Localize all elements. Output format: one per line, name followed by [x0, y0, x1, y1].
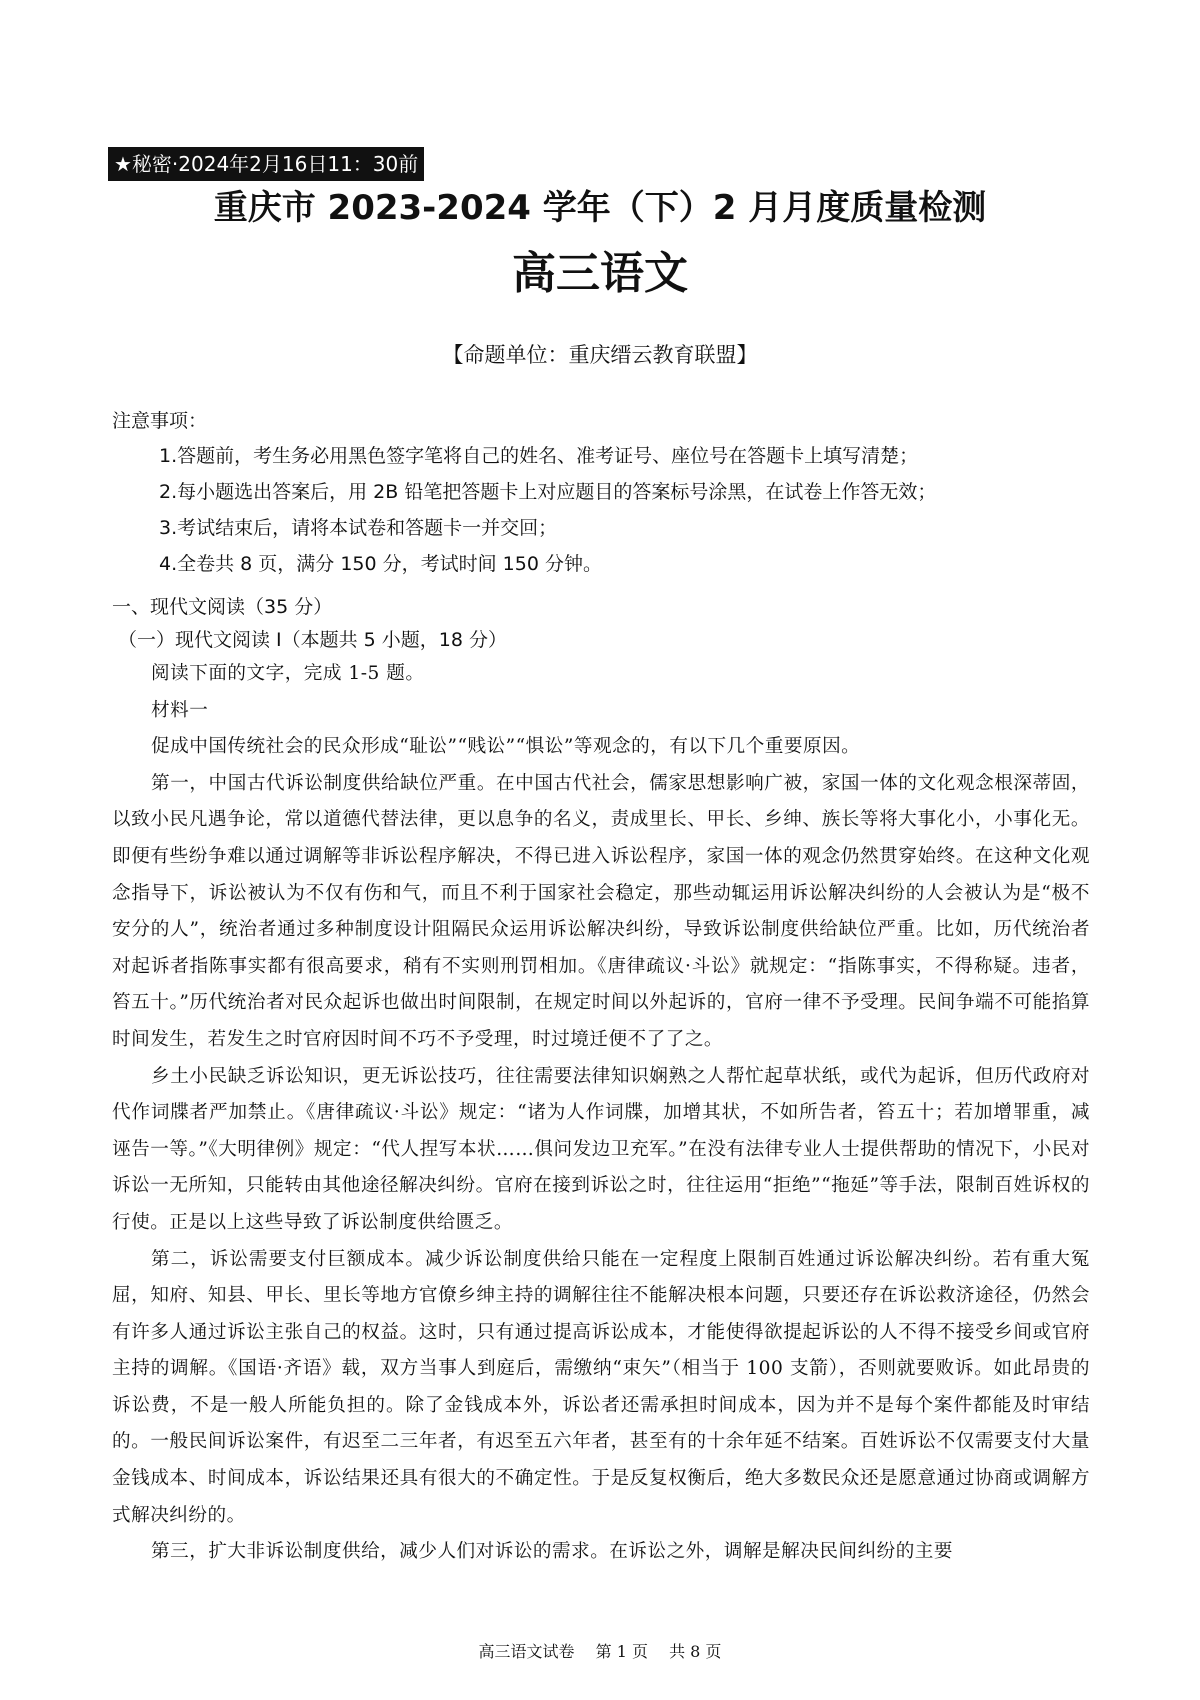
passage-paragraph: 第一，中国古代诉讼制度供给缺位严重。在中国古代社会，儒家思想影响广被，家国一体的文化观念根深蒂固，以致小民凡遇争论，常以道德代替法律，更以息争的名义，责成里长、甲长、乡绅、族长等将大事化小，小事化无。即便有些纷争难以通过调解等非诉讼程序解决，不得已进入诉讼程序，家国一体的观念仍然贯穿始终。在这种文化观念指导下，诉讼被认为不仅有伤和气，而且不利于国家社会稳定，那些动辄运用诉讼解决纠纷的人会被认为是“极不安分的人”，统治者通过多种制度设计阻隔民众运用诉讼解决纠纷，导致诉讼制度供给缺位严重。比如，历代统治者对起诉者指陈事实都有很高要求，稍有不实则刑罚相加。《唐律疏议·斗讼》就规定：“指陈事实，不得称疑。违者，笞五十。”历代统治者对民众起诉也做出时间限制，在规定时间以外起诉的，官府一律不予受理。民间争端不可能掐算时间发生，若发生之时官府因时间不巧不予受理，时过境迁便不了了之。 [112, 772, 1090, 1050]
subject-title: 高三语文 [512, 248, 688, 299]
reading-passage [112, 656, 1090, 1571]
notes-heading: 注意事项： [112, 410, 208, 432]
note-item: 3.考试结束后，请将本试卷和答题卡一并交回； [159, 517, 558, 539]
exam-title: 重庆市 2023-2024 学年（下）2 月月度质量检测 [213, 188, 987, 228]
section-heading: 一、现代文阅读（35 分） [112, 596, 333, 618]
subsection-heading: （一）现代文阅读 I（本题共 5 小题，18 分） [118, 629, 508, 651]
note-item: 1.答题前，考生务必用黑色签字笔将自己的姓名、准考证号、座位号在答题卡上填写清楚； [159, 445, 919, 467]
exam-notes [112, 404, 936, 582]
notes-list [112, 438, 936, 582]
material-heading: 材料一 [151, 699, 209, 721]
passage-paragraph: 第二，诉讼需要支付巨额成本。减少诉讼制度供给只能在一定程度上限制百姓通过诉讼解决纠纷。若有重大冤屈，知府、知县、甲长、里长等地方官僚乡绅主持的调解往往不能解决根本问题，只要还存在诉讼救济途径，仍然会有许多人通过诉讼主张自己的权益。这时，只有通过提高诉讼成本，才能使得欲提起诉讼的人不得不接受乡间或官府主持的调解。《国语·齐语》载，双方当事人到庭后，需缴纳“束矢”（相当于 100 支箭），否则就要败诉。如此昂贵的诉讼费，不是一般人所能负担的。除了金钱成本外，诉讼者还需承担时间成本，因为并不是每个案件都能及时审结的。一般民间诉讼案件，有迟至二三年者，有迟至五六年者，甚至有的十余年延不结案。百姓诉讼不仅需要支付大量金钱成本、时间成本，诉讼结果还具有很大的不确定性。于是反复权衡后，绝大多数民众还是愿意通过协商或调解方式解决纠纷的。 [112, 1248, 1090, 1526]
page-footer: 高三语文试卷 第 1 页 共 8 页 [478, 1642, 722, 1661]
note-item: 2.每小题选出答案后，用 2B 铅笔把答题卡上对应题目的答案标号涂黑，在试卷上作答无效； [159, 481, 937, 503]
issuing-unit: 【命题单位：重庆缙云教育联盟】 [442, 343, 758, 367]
confidential-badge: ★秘密·2024年2月16日11：30前 [108, 147, 424, 181]
reading-instruction: 阅读下面的文字，完成 1-5 题。 [151, 663, 425, 684]
note-item: 4.全卷共 8 页，满分 150 分，考试时间 150 分钟。 [159, 553, 602, 575]
passage-paragraph: 第三，扩大非诉讼制度供给，减少人们对诉讼的需求。在诉讼之外，调解是解决民间纠纷的主要 [151, 1541, 953, 1563]
passage-paragraph: 乡土小民缺乏诉讼知识，更无诉讼技巧，往往需要法律知识娴熟之人帮忙起草状纸，或代为起诉，但历代政府对代作词牒者严加禁止。《唐律疏议·斗讼》规定：“诸为人作词牒，加增其状，不如所告者，笞五十；若加增罪重，减诬告一等。”《大明律例》规定：“代人捏写本状……俱问发边卫充军。”在没有法律专业人士提供帮助的情况下，小民对诉讼一无所知，只能转由其他途径解决纠纷。官府在接到诉讼之时，往往运用“拒绝”“拖延”等手法，限制百姓诉权的行使。正是以上这些导致了诉讼制度供给匮乏。 [112, 1065, 1090, 1233]
passage-paragraph: 促成中国传统社会的民众形成“耻讼”“贱讼”“惧讼”等观念的，有以下几个重要原因。 [151, 736, 861, 758]
